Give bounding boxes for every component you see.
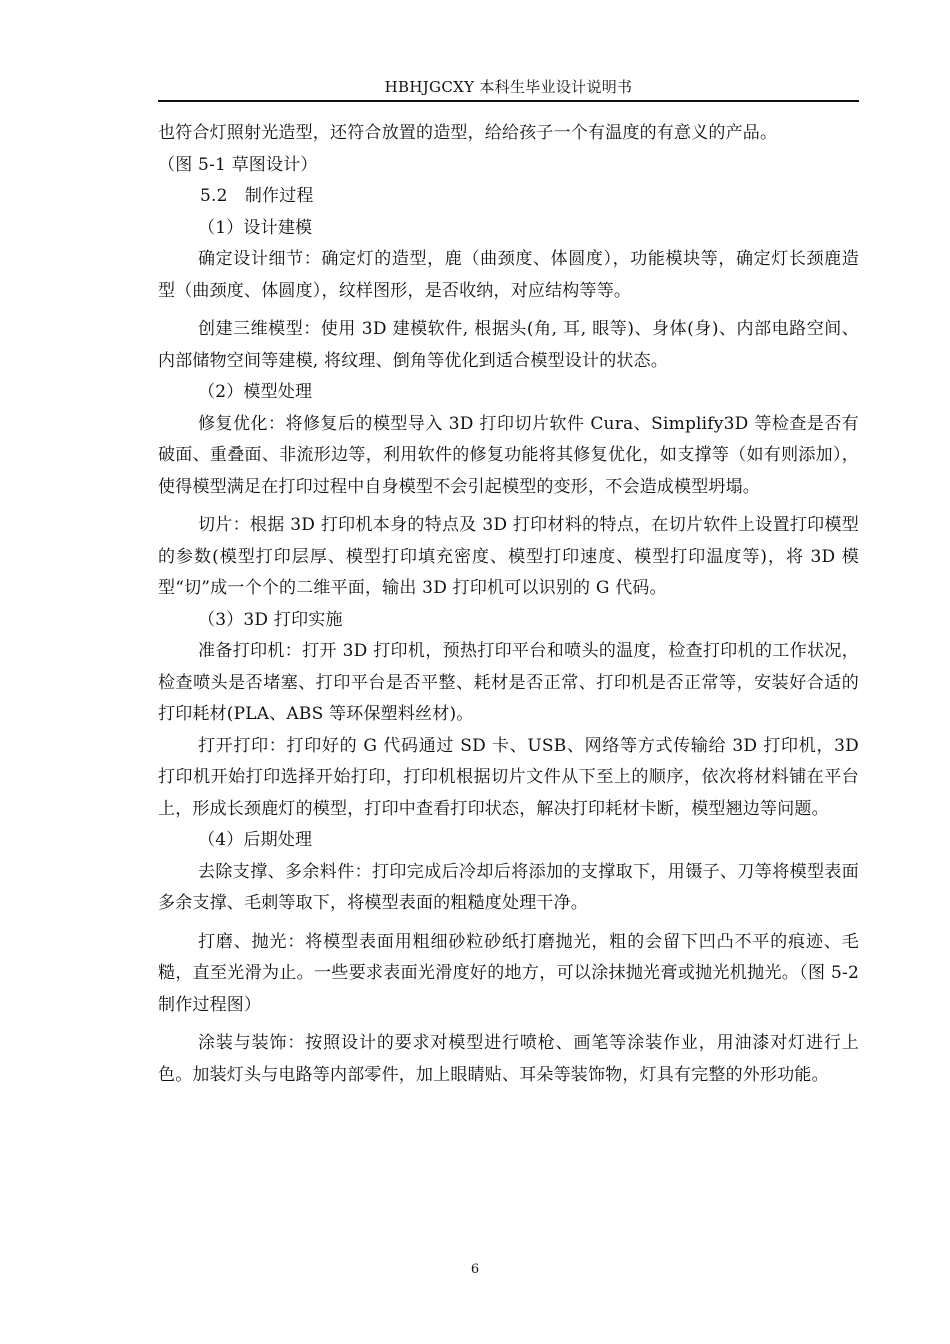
paragraph-start-printing: 打开打印：打印好的 G 代码通过 SD 卡、USB、网络等方式传输给 3D 打印机，3D 打印机开始打印选择开始打印，打印机根据切片文件从下至上的顺序，依次将材料铺在平台上，形成长颈鹿灯的模型，打印中查看打印状态，解决打印耗材卡断，模型翘边等问题。 — [158, 735, 859, 819]
section-heading-5-2: 5.2 制作过程 — [200, 186, 314, 206]
paragraph-remove-supports: 去除支撑、多余料件：打印完成后冷却后将添加的支撑取下，用镊子、刀等将模型表面多余支撑、毛刺等取下，将模型表面的粗糙度处理干净。 — [158, 861, 859, 913]
paragraph-slicing: 切片：根据 3D 打印机本身的特点及 3D 打印材料的特点，在切片软件上设置打印模型的参数(模型打印层厚、模型打印填充密度、模型打印速度、模型打印温度等)，将 3D 模型“切”成一个个的二维平面，输出 3D 打印机可以识别的 G 代码。 — [158, 515, 859, 598]
paragraph-create-3d-model: 创建三维模型：使用 3D 建模软件, 根据头(角, 耳, 眼等)、身体(身)、内部电路空间、内部储物空间等建模, 将纹理、倒角等优化到适合模型设计的状态。 — [158, 319, 859, 371]
paragraph-painting-decoration: 涂装与装饰：按照设计的要求对模型进行喷枪、画笔等涂装作业，用油漆对灯进行上色。加装灯头与电路等内部零件，加上眼睛贴、耳朵等装饰物，灯具有完整的外形功能。 — [158, 1033, 859, 1085]
paragraph-repair-optimize: 修复优化：将修复后的模型导入 3D 打印切片软件 Cura、Simplify3D 等检查是否有破面、重叠面、非流形边等，利用软件的修复功能将其修复优化，如支撑等（如有则添加），使得模型满足在打印过程中自身模型不会引起模型的变形，不会造成模型坍塌。 — [158, 413, 859, 497]
paragraph-continuation: 也符合灯照射光造型，还符合放置的造型，给给孩子一个有温度的有意义的产品。 — [158, 123, 778, 143]
subheading-post-processing: （4）后期处理 — [198, 830, 313, 850]
page-number: 6 — [470, 1262, 480, 1277]
document-body — [158, 118, 859, 1091]
paragraph-sanding-polishing: 打磨、抛光：将模型表面用粗细砂粒砂纸打磨抛光，粗的会留下凹凸不平的痕迹、毛糙，直至光滑为止。一些要求表面光滑度好的地方，可以涂抹抛光膏或抛光机抛光。（图 5-2 制作过程图） — [158, 931, 859, 1015]
header-rule — [158, 100, 859, 102]
paragraph-prepare-printer: 准备打印机：打开 3D 打印机，预热打印平台和喷头的温度，检查打印机的工作状况，检查喷头是否堵塞、打印平台是否平整、耗材是否正常、打印机是否正常等，安装好合适的打印耗材(PLA、ABS 等环保塑料丝材)。 — [158, 641, 859, 724]
subheading-3d-printing: （3）3D 打印实施 — [198, 609, 343, 630]
page-header-title: HBHJGCXY 本科生毕业设计说明书 — [384, 78, 633, 96]
figure-caption-5-1: （图 5-1 草图设计） — [158, 154, 318, 175]
subheading-design-modeling: （1）设计建模 — [198, 217, 313, 238]
subheading-model-processing: （2）模型处理 — [198, 382, 313, 402]
paragraph-design-details: 确定设计细节：确定灯的造型，鹿（曲颈度、体圆度），功能模块等，确定灯长颈鹿造型（曲颈度、体圆度），纹样图形，是否收纳，对应结构等等。 — [158, 249, 859, 301]
